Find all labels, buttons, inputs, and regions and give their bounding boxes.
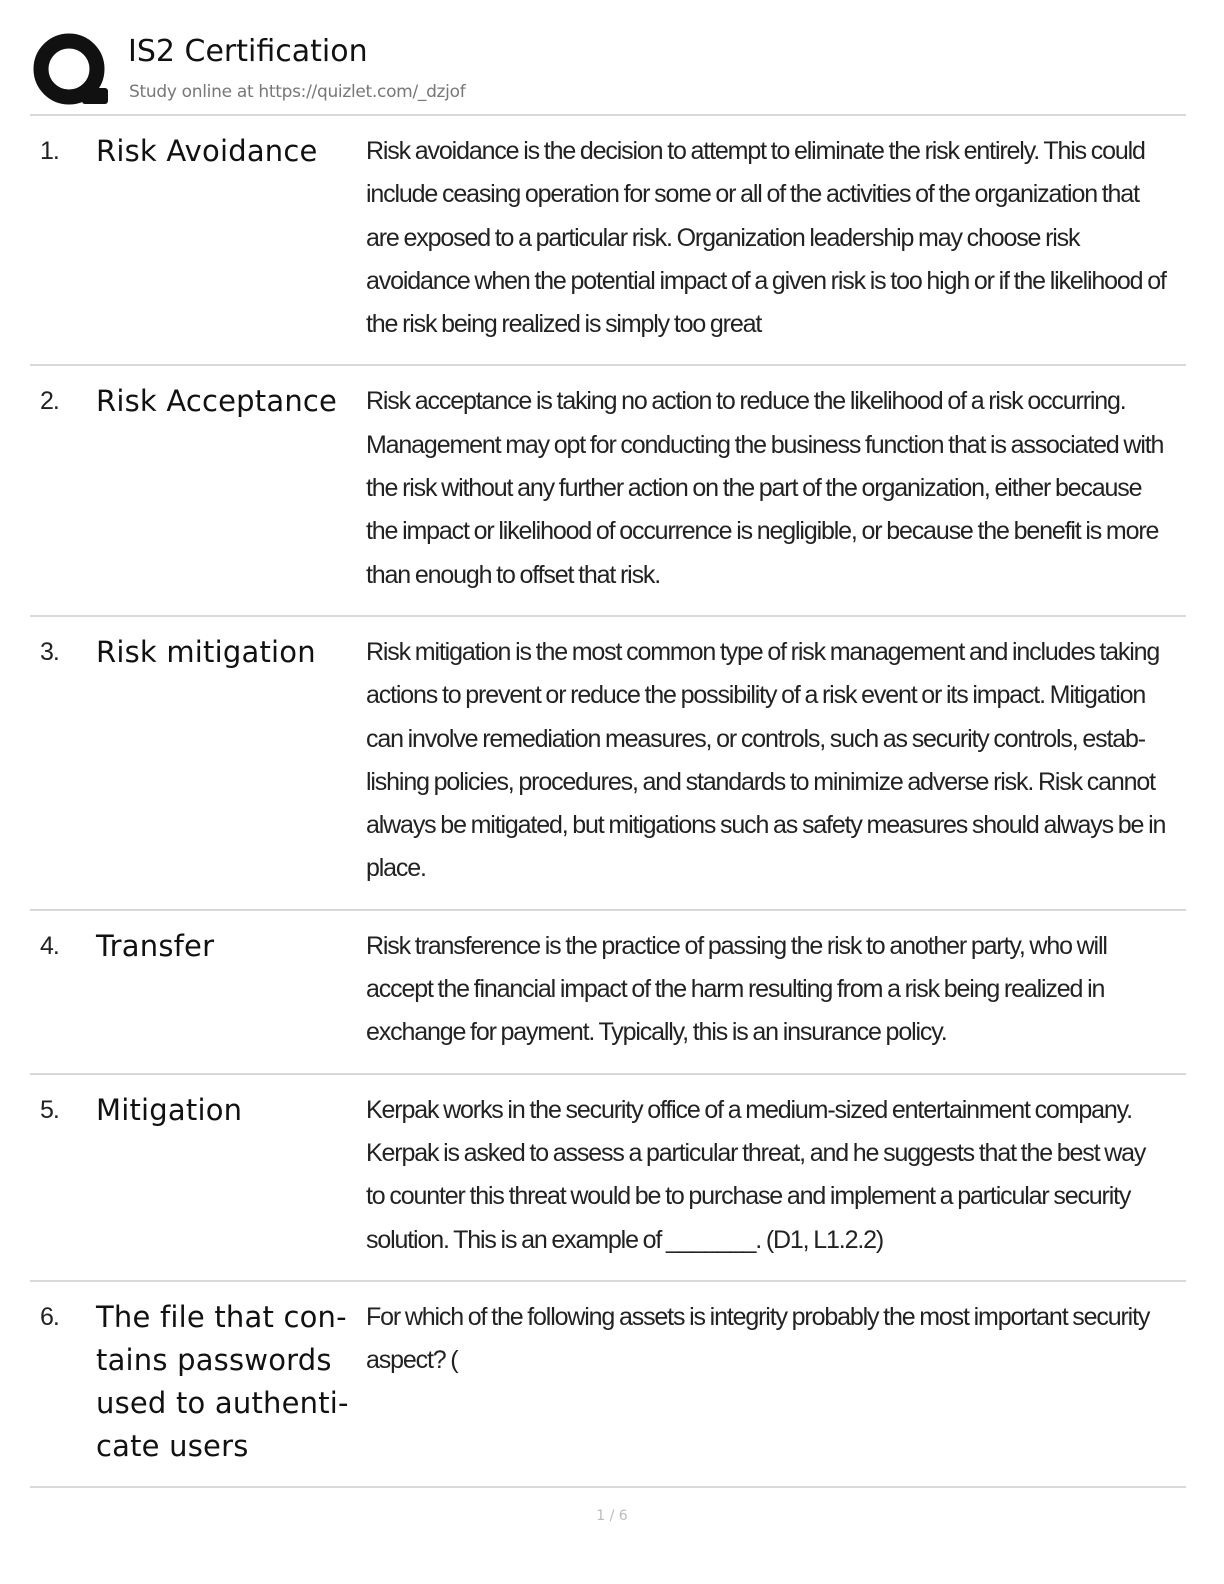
quizlet-logo-icon bbox=[32, 32, 110, 110]
card-definition: Risk avoidance is the decision to attempt to eliminate the risk entirely. This could include ceasing operation for some or all of the activities of the organization that are exposed to a particular risk. Organization leadership may choose risk avoidance when the potential impact of a given risk is too high or if the likelihood of the risk being realized is simply too great bbox=[366, 137, 1166, 339]
card-number: 6. bbox=[40, 1302, 59, 1331]
card-term: Transfer bbox=[96, 928, 215, 963]
flashcard-row bbox=[30, 366, 1186, 616]
study-online-link[interactable]: Study online at https://quizlet.com/_dzjof bbox=[129, 82, 466, 102]
flashcard-row bbox=[30, 911, 1186, 1075]
card-term: Mitigation bbox=[96, 1092, 243, 1127]
page-number: 1 / 6 bbox=[596, 1508, 628, 1524]
card-definition: Risk acceptance is taking no action to reduce the likelihood of a risk occurring. Management may opt for conducting the business function that is associated with the risk without any further action on the part of the organization, either because the impact or likelihood of occurrence is negligible, or because the benefit is more than enough to offset that risk. bbox=[366, 387, 1164, 589]
set-title: IS2 Certification bbox=[128, 34, 368, 69]
flashcard-row bbox=[30, 116, 1186, 366]
card-number: 5. bbox=[40, 1095, 59, 1124]
card-definition: Risk transference is the practice of passing the risk to another party, who will accept the financial impact of the harm resulting from a risk being realized in exchange for payment. Typically, this is an insurance policy. bbox=[366, 931, 1107, 1047]
card-number: 1. bbox=[40, 137, 59, 165]
card-term: Risk Avoidance bbox=[96, 134, 318, 168]
card-number: 4. bbox=[40, 931, 59, 960]
card-number: 3. bbox=[40, 637, 59, 666]
flashcard-row bbox=[30, 617, 1186, 911]
flashcard-list bbox=[30, 116, 1186, 1488]
card-definition: Risk mitigation is the most common type of risk management and includes taking actions to prevent or reduce the possibility of a risk event or its impact. Mitigation can involve remediation measures, or controls, such as security controls, estab-lishing policies, procedures, and standards to minimize adverse risk. Risk cannot always be mitigated, but mitigations such as safety measures should always be in place. bbox=[366, 637, 1166, 883]
card-number: 2. bbox=[40, 387, 59, 416]
card-term: Risk mitigation bbox=[96, 634, 316, 669]
card-definition: Kerpak works in the security office of a medium-sized entertainment company. Kerpak is asked to assess a particular threat, and he suggests that the best way to counter this threat would be to purchase and implement a particular security solution. This is an example of _______. (D1, L1.2.2) bbox=[366, 1095, 1146, 1254]
flashcard-row bbox=[30, 1075, 1186, 1282]
flashcard-row bbox=[30, 1282, 1186, 1488]
card-term: The file that con-tains passwords used to authenti-cate users bbox=[96, 1299, 349, 1463]
card-term: Risk Acceptance bbox=[96, 384, 338, 419]
page-header bbox=[30, 30, 1186, 114]
card-definition: For which of the following assets is integrity probably the most important security aspect? ( bbox=[366, 1302, 1150, 1375]
